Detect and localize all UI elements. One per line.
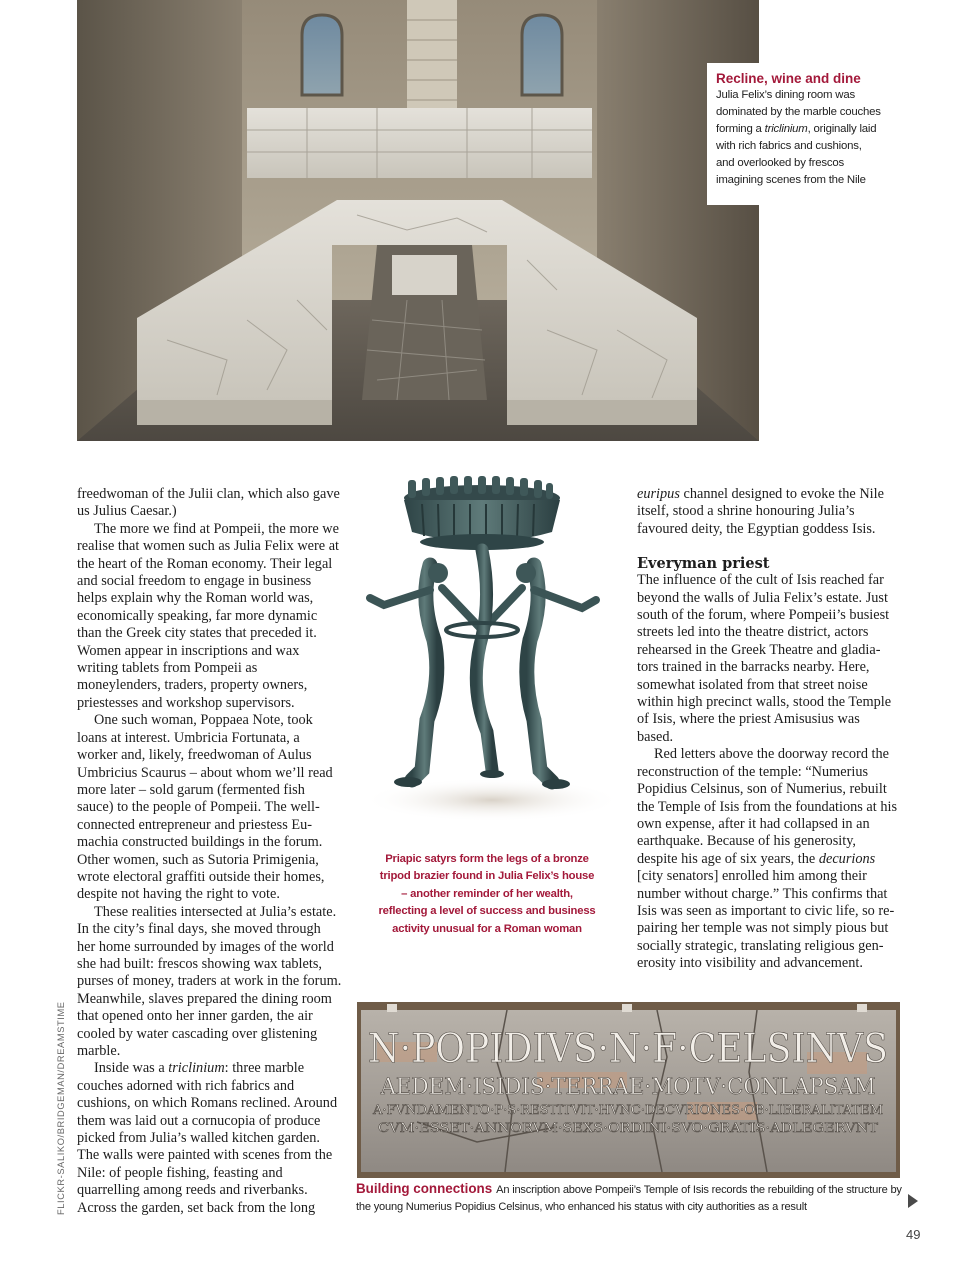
left-paragraph-1: freedwoman of the Julii clan, which also gave us Julius Caesar.) bbox=[77, 486, 340, 520]
top-photo-caption bbox=[707, 63, 889, 205]
inscription-line-2: AEDEM·ISIDIS·TERRAE·MOTV·CONLAPSAM bbox=[379, 1075, 876, 1100]
right-p3-start: Red letters above the doorway record the reconstruction of the temple: “Numerius Popidius Celsinus, son of Numerius, rebuilt the Temple of Isis from the foundations at his own expense, after it had collapsed in an earthquake. Because of his generosity, despite his age of six years, the bbox=[637, 746, 898, 867]
page-number: 49 bbox=[906, 1227, 921, 1242]
right-p3-italic: decurions bbox=[818, 850, 876, 867]
right-text-column bbox=[637, 486, 899, 973]
inscription-line-4: CVM·ESSET·ANNORVM·SEXS·ORDINI·SVO·GRATIS·ADLEGERVNT bbox=[378, 1121, 879, 1136]
right-p3-end: [city senators] enrolled him among their number without charge.” This confirms that Isis was seen as important to civic life, so re-pairing her temple was not simply pious but socially strategic, translating religious gen-erosity into visibility and advancement. bbox=[637, 868, 895, 972]
left-p5-italic: triclinium bbox=[168, 1060, 225, 1077]
inscription-line-1: N·POPIDIVS·N·F·CELSINVS bbox=[368, 1026, 888, 1072]
right-p1-italic: euripus bbox=[637, 486, 680, 502]
top-caption-heading: Recline, wine and dine bbox=[716, 71, 861, 86]
left-p5-start: Inside was a bbox=[94, 1060, 169, 1077]
right-paragraph-1 bbox=[637, 486, 899, 538]
right-p1-end: channel designed to evoke the Nile itself, stood a shrine honouring Julia’s favoured deity, the Egyptian goddess Isis. bbox=[637, 486, 884, 537]
left-p5-end: : three marble couches adorned with rich fabrics and cushions, on which Romans reclined. Around them was laid out a cornucopia of produce picked from Julia’s walled kitchen garden. The walls were painted with scenes from the Nile: of people fishing, feasting and quarrelling among reeds and riverbanks. Across the garden, set back from the long bbox=[77, 1060, 338, 1216]
brazier-caption: Priapic satyrs form the legs of a bronze tripod brazier found in Julia Felix’s house – another reminder of her wealth, reflecting a level of success and business activity unusual for a Roman woman bbox=[378, 853, 596, 935]
bronze-brazier-photo bbox=[342, 470, 620, 850]
left-paragraph-4: These realities intersected at Julia’s estate. In the city’s final days, she moved through her home surrounded by images of the world she had built: frescos showing wax tablets, purses of money, traders at work in the forum. Meanwhile, slaves prepared the dining room that opened onto her inner garden, the air cooled by water cascading over glistening marble. bbox=[77, 903, 342, 1059]
next-page-arrow-icon bbox=[907, 1193, 919, 1209]
inscription-caption-text: An inscription above Pompeii’s Temple of Isis records the rebuilding of the structure by the young Numerius Popidius Celsinus, who enhanced his status with city authorities as a result bbox=[356, 1184, 902, 1213]
triclinium-photo bbox=[77, 0, 759, 441]
inscription-line-3: A·FVNDAMENTO·P·S·RESTITVIT·HVNC·DECVRIONES·OB·LIBERALITATEM bbox=[371, 1103, 883, 1118]
temple-inscription-photo bbox=[357, 1002, 900, 1178]
photo-credit: FLICKR-SALIKO/BRIDGEMAN/DREAMSTIME bbox=[56, 1001, 66, 1215]
inscription-caption-heading: Building connections bbox=[356, 1181, 493, 1196]
left-paragraph-2: The more we find at Pompeii, the more we realise that women such as Julia Felix were at the heart of the Roman economy. Their legal and social freedom to engage in business helps explain why the Roman world was, economically speaking, far more dynamic than the Greek city states that preceded it. Women appear in inscriptions and wax writing tablets from Pompeii as moneylenders, traders, property owners, priestesses and workshop supervisors. bbox=[77, 520, 340, 711]
top-caption-text-start: Julia Felix’s dining room was dominated by the marble couches forming a bbox=[716, 89, 881, 135]
top-caption-text bbox=[716, 87, 881, 189]
left-text-column bbox=[77, 486, 342, 1217]
section-subheading: Everyman priest bbox=[637, 555, 770, 573]
inscription-caption bbox=[356, 1180, 904, 1216]
left-paragraph-3: One such woman, Poppaea Note, took loans at interest. Umbricia Fortunata, a worker and, likely, freedwoman of Aulus Umbricius Scaurus – about whom we’ll read more later – sold garum (fermented fish sauce) to the people of Pompeii. The well-connected entrepreneur and priestess Eu-machia constructed buildings in the forum. Other women, such as Sutoria Primigenia, wrote electoral graffiti outside their homes, despite not having the right to vote. bbox=[77, 712, 333, 903]
right-paragraph-2: The influence of the cult of Isis reached far beyond the walls of Julia Felix’s estate. Just south of the forum, where Pompeii’s busiest streets led into the theatre district, actors rehearsed in the Greek Theatre and gladia-tors trained in the barracks nearby. Here, somewhat isolated from that street noise within high precinct walls, stood the Temple of Isis, where the priest Amisusius was based. bbox=[637, 572, 892, 745]
right-paragraph-3 bbox=[637, 746, 899, 972]
left-paragraph-5 bbox=[77, 1060, 342, 1217]
top-caption-italic: triclinium bbox=[764, 123, 808, 135]
top-caption-text-end: , originally laid with rich fabrics and cushions, and overlooked by frescos imagining scenes from the Nile bbox=[716, 123, 877, 186]
